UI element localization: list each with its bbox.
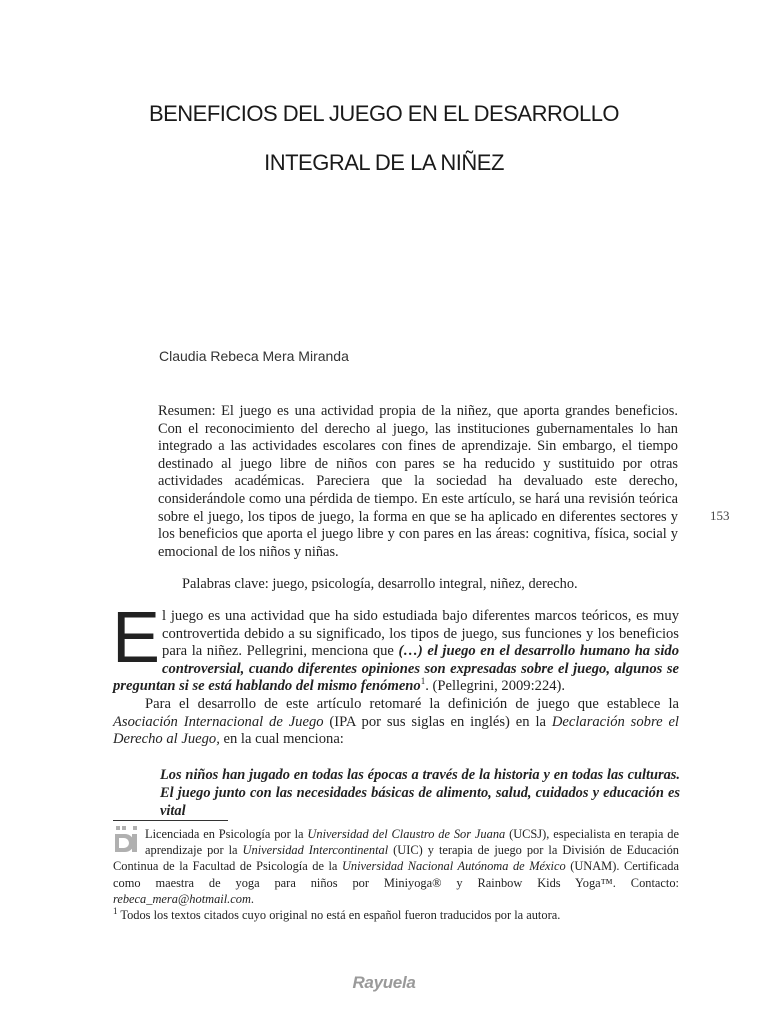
body-p2-a: Para el desarrollo de este artículo retomaré la definición de juego que establece la — [145, 695, 679, 712]
body-p2-c: en la cual menciona: — [219, 731, 344, 748]
footnotes — [113, 826, 679, 923]
body-p1-citation: . (Pellegrini, 2009:224). — [425, 678, 566, 695]
author-name: Claudia Rebeca Mera Miranda — [159, 348, 349, 364]
fn1-d: (UNAM). Certificada como maestra de yoga para niños por Miniyoga® y Rainbow Kids Yoga™. Contacto: — [113, 859, 679, 890]
fn2-text: Todos los textos citados cuyo original no está en español fueron traducidos por la autora. — [117, 908, 561, 923]
abstract-text: : El juego es una actividad propia de la niñez, que aporta grandes beneficios. Con el reconocimiento del derecho al juego, las instituciones gubernamentales lo han integrado a las actividades escolares con fines de aprendizaje. Sin embargo, el tiempo destinado al juego libre de niños con pares se ha reducido y sustituido por otras actividades académicas. Pareciera que la sociedad ha devaluado este derecho, considerándole como una pérdida de tiempo. En este artículo, se hará una revisión teórica sobre el juego, los tipos de juego, la forma en que se ha aplicado en diferentes sectores y los beneficios que aporta el juego libre y con pares en las áreas: cognitiva, física, social y emocional de los niños y niñas. — [158, 403, 678, 560]
article-title-line-2: INTEGRAL DE LA NIÑEZ — [264, 150, 504, 175]
body-p2-b: (IPA por sus siglas en inglés) en la — [323, 713, 552, 730]
fn1-unam: Universidad Nacional Autónoma de México — [341, 859, 566, 874]
body-text — [112, 598, 679, 749]
fn1-a: Licenciada en Psicología por la — [145, 827, 308, 841]
fn1-e: . — [250, 891, 255, 906]
body-paragraph-2 — [113, 696, 679, 749]
block-quote: Los niños han jugado en todas las épocas a través de la historia y en todas las culturas. El juego junto con las necesidades básicas de alimento, salud, cuidados y educación es vital — [160, 767, 680, 819]
footnote-divider — [113, 820, 228, 821]
drop-cap: E — [112, 598, 161, 678]
page-number: 153 — [710, 508, 730, 523]
journal-logo: Rayuela — [352, 973, 416, 992]
abstract — [158, 403, 678, 561]
body-p1-start: l juego es una actividad que ha sido estudiada bajo diferentes marcos teóricos, es muy controvertida debido a su significado, los tipos de juego, sus funciones y los beneficios para la niñez. Pellegrini, menciona que — [162, 608, 679, 660]
keywords-text: : juego, psicología, desarrollo integral, niñez, derecho. — [264, 576, 578, 592]
footnote-author — [113, 826, 679, 907]
footnote-translation — [113, 907, 679, 923]
fn1-email: rebeca_mera@hotmail.com — [113, 891, 251, 906]
fn2-number: 1 — [113, 905, 118, 916]
keywords — [182, 576, 578, 593]
fn1-uic: Universidad Intercontinental — [242, 843, 389, 858]
body-p1-quote: (…) el juego en el desarrollo humano ha sido controversial, cuando diferentes opiniones son expresadas sobre el juego, algunos se preguntan si se está hablando del mismo fenómeno — [113, 643, 679, 695]
body-paragraph-1 — [112, 598, 679, 696]
keywords-label: Palabras clave — [182, 576, 265, 592]
body-p2-declaration: Declaración sobre el Derecho al Juego, — [113, 713, 679, 748]
footnote-ref: 1 — [420, 676, 426, 687]
body-p2-org: Asociación Internacional de Juego — [113, 713, 324, 730]
fn1-c: (UIC) y terapia de juego por la División de Educación Continua de la Facultad de Psicología de la — [113, 843, 679, 874]
di-author-icon — [113, 826, 143, 854]
fn1-ucsj: Universidad del Claustro de Sor Juana — [307, 827, 506, 841]
abstract-label: Resumen — [158, 403, 212, 419]
fn1-b: (UCSJ), especialista en terapia de aprendizaje por la — [145, 827, 679, 858]
article-title-line-1: BENEFICIOS DEL JUEGO EN EL DESARROLLO — [148, 101, 620, 126]
